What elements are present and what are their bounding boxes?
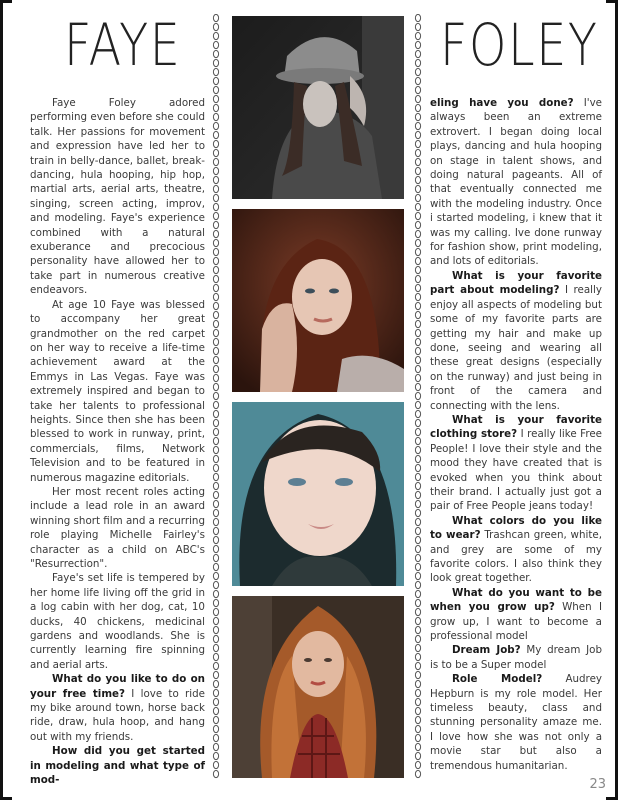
chain-link xyxy=(213,86,218,93)
chain-link xyxy=(213,743,218,750)
chain-link xyxy=(415,113,420,120)
bio-paragraph: At age 10 Faye was blessed to accompany her great grandmother on the red carpet on her way to receive a life-time achievement award at the Emmys in Las Vegas. Faye was extremely inspired and began to take her talents to professional heights. Since then she has been blessed to work in runway, print, commercials, films, Network Television and to be featured in numerous magazine editorials. xyxy=(30,298,205,484)
chain-link xyxy=(213,419,218,426)
interview-question: Role Model? xyxy=(452,673,543,686)
chain-link xyxy=(213,167,218,174)
chain-link xyxy=(213,230,218,237)
chain-link xyxy=(415,680,420,687)
left-text-column xyxy=(30,96,205,788)
bio-paragraph: Faye's set life is tempered by her home life living off the grid in a log cabin with her dog, cat, 10 ducks, 40 chickens, medicinal gardens and woodlands. She is currently learning fire spinning and aerial arts. xyxy=(30,572,205,671)
chain-link xyxy=(415,554,420,561)
chain-link xyxy=(415,734,420,741)
chain-link xyxy=(213,500,218,507)
chain-link xyxy=(213,59,218,66)
title-last-name: FOLEY xyxy=(440,11,599,79)
chain-link xyxy=(415,653,420,660)
chain-link xyxy=(213,356,218,363)
chain-link xyxy=(415,473,420,480)
interview-answer: I really like Free People! I love their style and the mood they have created that is evoked when you think about their brand. I actually just got a pair of Free People jeans today! xyxy=(430,428,603,513)
bio-paragraph: Her most recent roles acting include a lead role in an award winning short film and a recurring role playing Michelle Fairley's character as a child on ABC's "Resurrection". xyxy=(30,485,205,570)
chain-link xyxy=(213,491,218,498)
chain-link xyxy=(213,158,218,165)
chain-link xyxy=(213,113,218,120)
chain-link xyxy=(213,221,218,228)
chain-link xyxy=(213,464,218,471)
chain-link xyxy=(415,644,420,651)
chain-link xyxy=(415,509,420,516)
chain-link xyxy=(415,527,420,534)
chain-link xyxy=(213,509,218,516)
chain-link xyxy=(415,365,420,372)
chain-link xyxy=(213,347,218,354)
interview-answer: Trashcan green, white, and grey are some of my favorite colors. I also think they look great together. xyxy=(430,529,602,585)
interview-qa xyxy=(30,744,205,787)
photo-grey-hat-portrait xyxy=(232,16,404,199)
chain-link xyxy=(213,275,218,282)
photo-hand-on-chin-portrait xyxy=(232,209,404,392)
chain-link xyxy=(415,545,420,552)
chain-link xyxy=(213,437,218,444)
chain-link xyxy=(213,149,218,156)
chain-link xyxy=(213,725,218,732)
chain-link xyxy=(415,176,420,183)
chain-link xyxy=(415,185,420,192)
chain-link xyxy=(415,104,420,111)
chain-link xyxy=(415,356,420,363)
chain-link xyxy=(415,581,420,588)
chain-link xyxy=(415,293,420,300)
chain-link xyxy=(213,131,218,138)
chain-link xyxy=(415,500,420,507)
chain-link xyxy=(415,446,420,453)
chain-link xyxy=(415,212,420,219)
chain-link xyxy=(213,284,218,291)
chain-link xyxy=(213,122,218,129)
chain-link xyxy=(213,338,218,345)
chain-link xyxy=(213,50,218,57)
chain-link xyxy=(213,581,218,588)
chain-link xyxy=(415,167,420,174)
chain-link xyxy=(415,590,420,597)
chain-link xyxy=(213,23,218,30)
chain-link xyxy=(415,572,420,579)
chain-link xyxy=(213,635,218,642)
chain-link xyxy=(213,140,218,147)
chain-link xyxy=(213,554,218,561)
interview-answer: I've always been an extreme extrovert. I began doing local plays, dancing and hula hooping on stage in talent shows, and doing natural pageants. All of that eventually connected me with the modeling industry. Once i started modeling, i knew that it was my calling. Ive done runway for fashion show, print modeling, and lots of editorials. xyxy=(430,97,602,268)
chain-link xyxy=(213,266,218,273)
chain-link xyxy=(213,545,218,552)
chain-link xyxy=(213,68,218,75)
chain-link xyxy=(213,392,218,399)
chain-link xyxy=(415,635,420,642)
photo-close-up-face-portrait xyxy=(232,402,404,586)
chain-link xyxy=(415,419,420,426)
chain-link xyxy=(415,122,420,129)
chain-link xyxy=(415,50,420,57)
interview-qa xyxy=(430,643,602,672)
chain-link xyxy=(415,311,420,318)
interview-question: Dream Job? xyxy=(452,644,521,657)
chain-link xyxy=(213,293,218,300)
interview-question: What is your favorite part about modeling? xyxy=(430,269,602,297)
chain-link xyxy=(415,707,420,714)
chain-divider xyxy=(212,14,220,784)
chain-link xyxy=(415,608,420,615)
chain-link xyxy=(213,680,218,687)
chain-link xyxy=(415,221,420,228)
chain-link xyxy=(415,716,420,723)
interview-qa xyxy=(30,672,205,744)
chain-link xyxy=(213,329,218,336)
chain-link xyxy=(213,536,218,543)
chain-link xyxy=(213,311,218,318)
chain-link xyxy=(213,410,218,417)
chain-link xyxy=(213,770,218,777)
chain-link xyxy=(213,95,218,102)
chain-link xyxy=(415,194,420,201)
chain-link xyxy=(213,608,218,615)
chain-link xyxy=(213,707,218,714)
chain-link xyxy=(415,671,420,678)
chain-link xyxy=(213,599,218,606)
photo-red-hair-plaid-portrait xyxy=(232,596,404,778)
chain-links xyxy=(212,14,220,784)
chain-link xyxy=(213,734,218,741)
chain-link xyxy=(415,248,420,255)
page-number: 23 xyxy=(589,777,606,792)
chain-link xyxy=(213,644,218,651)
chain-link xyxy=(213,14,218,21)
chain-link xyxy=(415,617,420,624)
chain-link xyxy=(415,275,420,282)
chain-link xyxy=(415,698,420,705)
interview-answer: Audrey Hepburn is my role model. Her timeless beauty, class and stunning personality amaze me. I love how she was not only a movie star but also a tremendous humanitarian. xyxy=(430,673,602,772)
interview-question: eling have you done? xyxy=(430,97,574,109)
interview-answer: When I grow up, I want to become a professional model xyxy=(430,601,602,643)
chain-link xyxy=(415,662,420,669)
chain-link xyxy=(415,230,420,237)
chain-link xyxy=(415,437,420,444)
interview-qa xyxy=(430,96,602,269)
chain-link xyxy=(213,239,218,246)
chain-link xyxy=(213,374,218,381)
interview-question: What do you like to do on your free time? xyxy=(30,673,205,700)
interview-answer: I love to ride my bike around town, horse back ride, draw, hula hoop, and hang out with my friends. xyxy=(30,687,205,743)
chain-link xyxy=(415,482,420,489)
chain-link xyxy=(213,401,218,408)
chain-link xyxy=(213,617,218,624)
chain-link xyxy=(415,491,420,498)
chain-link xyxy=(415,383,420,390)
chain-links xyxy=(414,14,422,784)
chain-link xyxy=(213,302,218,309)
chain-link xyxy=(415,626,420,633)
chain-link xyxy=(415,518,420,525)
interview-question: What do you want to be when you grow up? xyxy=(430,586,602,614)
title-first-name: FAYE xyxy=(64,11,182,79)
interview-question: What colors do you like to wear? xyxy=(430,514,602,542)
chain-link xyxy=(213,104,218,111)
chain-link xyxy=(213,626,218,633)
chain-link xyxy=(415,59,420,66)
chain-link xyxy=(213,203,218,210)
chain-link xyxy=(415,770,420,777)
chain-link xyxy=(415,743,420,750)
chain-link xyxy=(415,140,420,147)
interview-qa xyxy=(430,586,602,644)
chain-divider xyxy=(414,14,422,784)
chain-link xyxy=(415,239,420,246)
chain-link xyxy=(415,599,420,606)
chain-link xyxy=(213,320,218,327)
right-text-column xyxy=(430,96,602,773)
chain-link xyxy=(415,689,420,696)
chain-link xyxy=(213,563,218,570)
chain-link xyxy=(213,194,218,201)
chain-link xyxy=(415,455,420,462)
chain-link xyxy=(415,95,420,102)
chain-link xyxy=(415,14,420,21)
chain-link xyxy=(415,374,420,381)
chain-link xyxy=(213,428,218,435)
chain-link xyxy=(415,428,420,435)
interview-answer: My dream Job is to be a Super model xyxy=(430,644,603,671)
interview-qa xyxy=(430,413,602,514)
chain-link xyxy=(415,302,420,309)
chain-link xyxy=(213,455,218,462)
chain-link xyxy=(213,527,218,534)
chain-link xyxy=(415,203,420,210)
chain-link xyxy=(415,725,420,732)
interview-qa xyxy=(430,672,602,773)
chain-link xyxy=(213,698,218,705)
chain-link xyxy=(213,671,218,678)
chain-link xyxy=(415,68,420,75)
chain-link xyxy=(213,653,218,660)
chain-link xyxy=(213,716,218,723)
chain-link xyxy=(415,23,420,30)
chain-link xyxy=(415,86,420,93)
chain-link xyxy=(213,77,218,84)
chain-link xyxy=(213,32,218,39)
chain-link xyxy=(415,149,420,156)
chain-link xyxy=(415,77,420,84)
chain-link xyxy=(213,185,218,192)
chain-link xyxy=(213,572,218,579)
chain-link xyxy=(213,689,218,696)
chain-link xyxy=(213,383,218,390)
left-page-border xyxy=(0,0,3,800)
chain-link xyxy=(213,761,218,768)
chain-link xyxy=(415,131,420,138)
interview-qa xyxy=(430,514,602,586)
chain-link xyxy=(213,590,218,597)
interview-answer: I really enjoy all aspects of modeling but some of my favorite parts are getting my hair and make up done, seeing and wearing all these great designs (especially on the runway) and just being in front of the camera and connecting with the lens. xyxy=(430,284,602,412)
chain-link xyxy=(415,464,420,471)
bio-paragraph: Faye Foley adored performing even before she could talk. Her passions for movement and expression have led her to train in belly-dance, ballet, break-dancing, hula hooping, hip hop, martial arts, aerial arts, theatre, singing, screen acting, improv, and modeling. Faye's experience combined with a natural exuberance and precocious personality have allowed her to take part in numerous creative endeavors. xyxy=(30,97,205,297)
chain-link xyxy=(213,365,218,372)
chain-link xyxy=(213,518,218,525)
chain-link xyxy=(415,392,420,399)
chain-link xyxy=(415,257,420,264)
chain-link xyxy=(213,482,218,489)
chain-link xyxy=(415,338,420,345)
chain-link xyxy=(415,410,420,417)
chain-link xyxy=(415,320,420,327)
chain-link xyxy=(415,536,420,543)
chain-link xyxy=(415,266,420,273)
chain-link xyxy=(213,212,218,219)
chain-link xyxy=(415,563,420,570)
chain-link xyxy=(415,158,420,165)
chain-link xyxy=(213,473,218,480)
chain-link xyxy=(415,284,420,291)
chain-link xyxy=(213,446,218,453)
interview-qa xyxy=(430,269,602,413)
chain-link xyxy=(213,41,218,48)
chain-link xyxy=(213,248,218,255)
chain-link xyxy=(213,662,218,669)
chain-link xyxy=(415,761,420,768)
chain-link xyxy=(213,752,218,759)
interview-question: What is your favorite clothing store? xyxy=(430,413,602,441)
chain-link xyxy=(415,347,420,354)
chain-link xyxy=(415,32,420,39)
chain-link xyxy=(415,41,420,48)
chain-link xyxy=(213,176,218,183)
chain-link xyxy=(213,257,218,264)
interview-question: How did you get started in modeling and what type of mod- xyxy=(30,745,205,787)
chain-link xyxy=(415,401,420,408)
chain-link xyxy=(415,329,420,336)
chain-link xyxy=(415,752,420,759)
